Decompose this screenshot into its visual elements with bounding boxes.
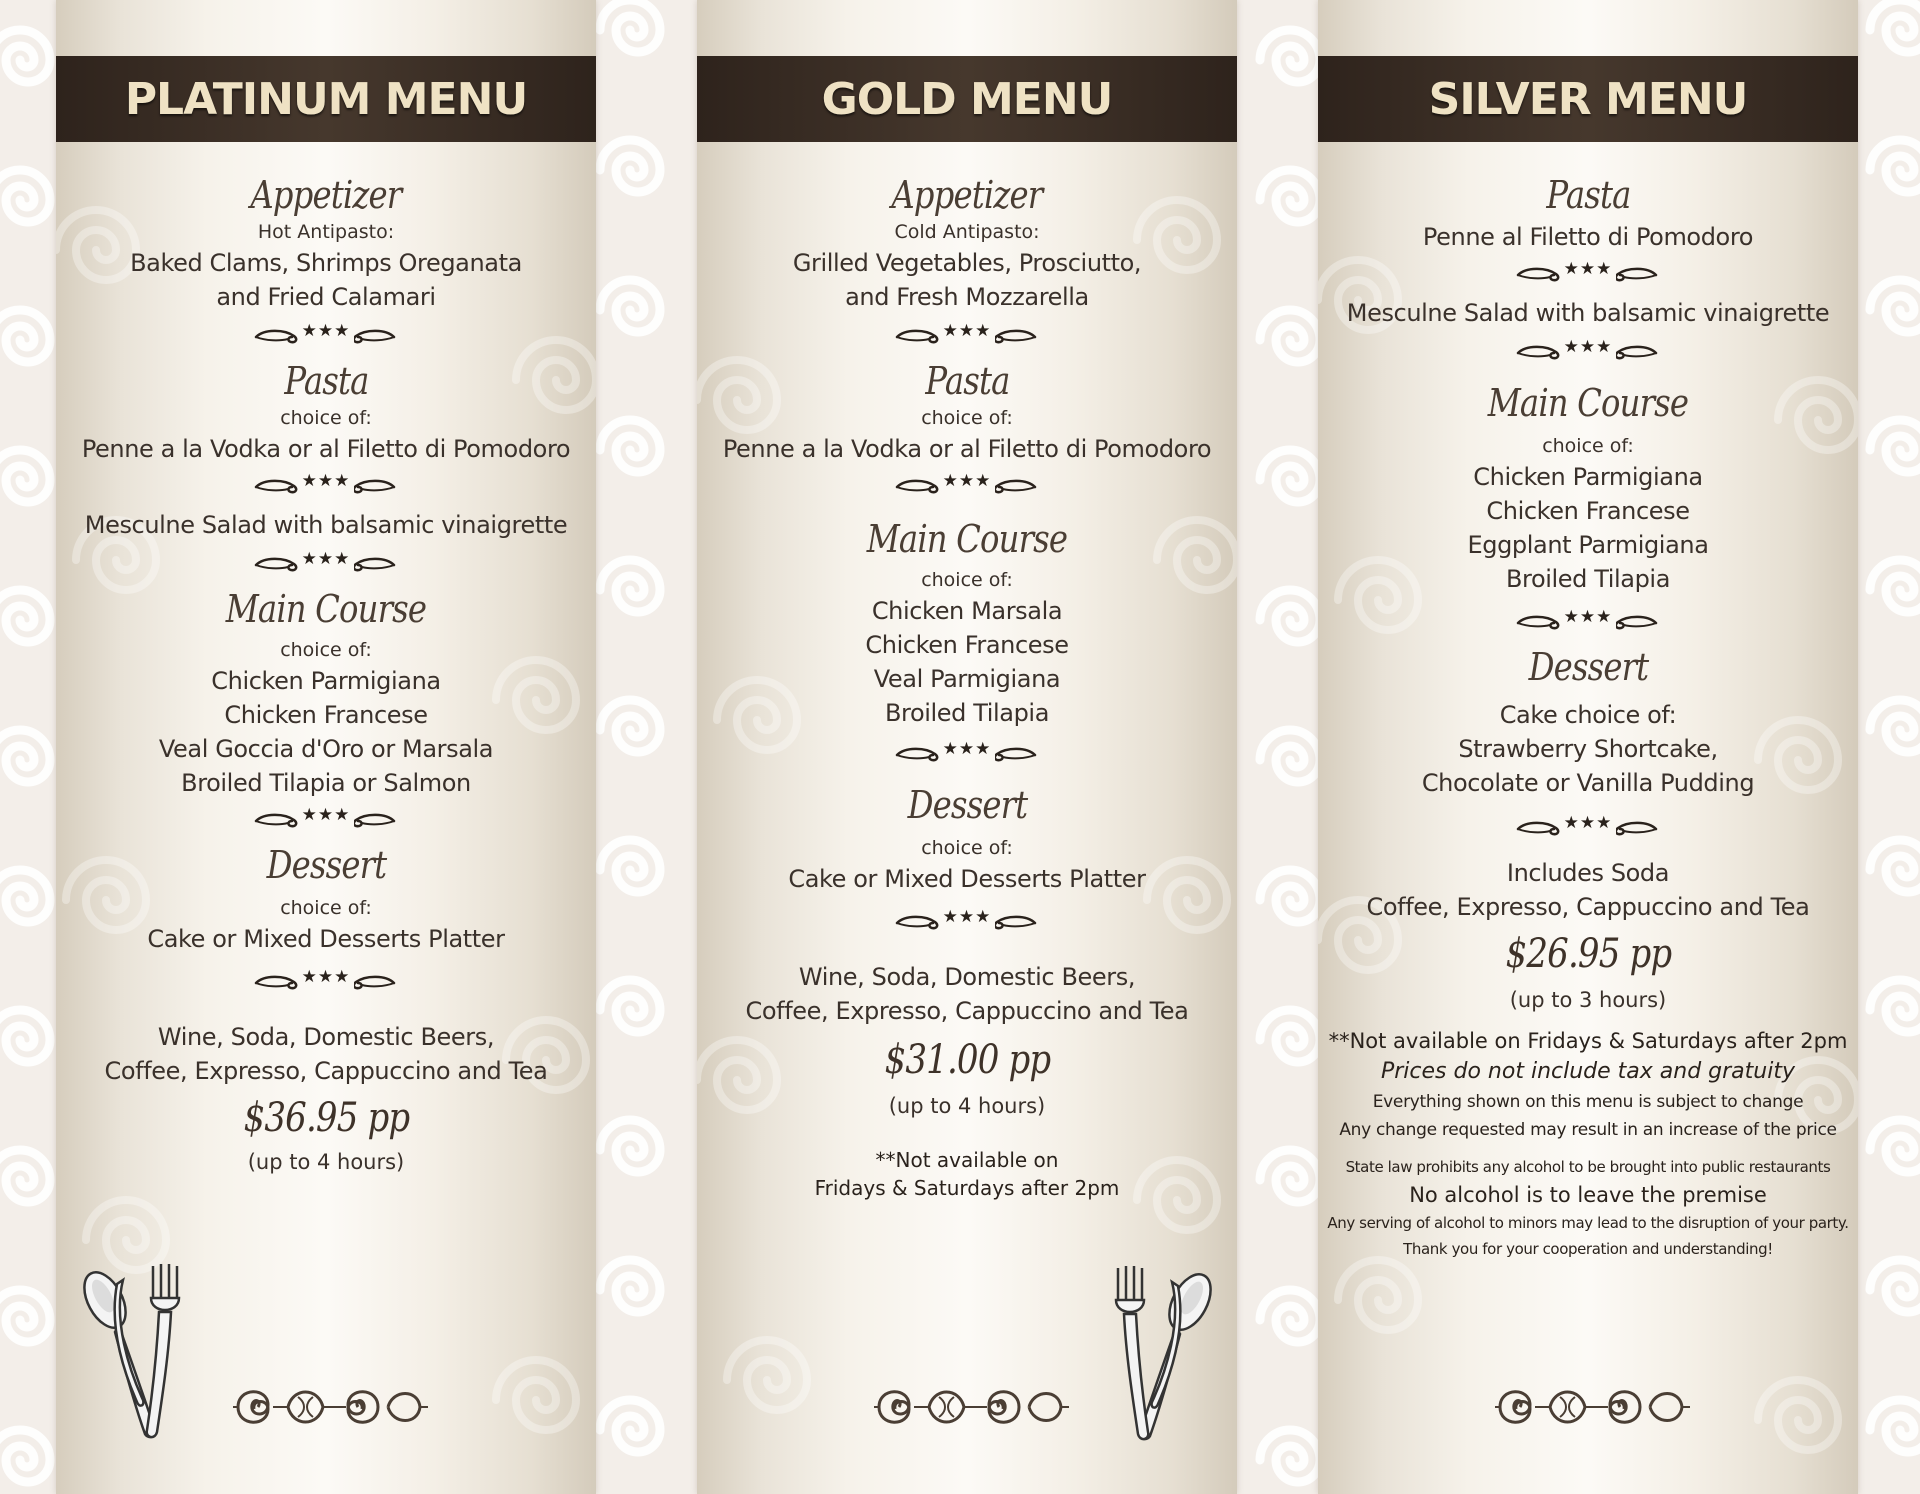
star-divider [254, 322, 399, 352]
curl-right-icon [995, 745, 1039, 765]
panel-header [56, 56, 596, 142]
main-choice-label: choice of: [280, 639, 372, 661]
gold-menu-panel [697, 0, 1237, 1494]
scroll-ornament-icon [869, 1375, 1069, 1439]
star-divider [895, 740, 1040, 770]
curl-left-icon [895, 477, 939, 497]
curl-right-icon [1616, 819, 1660, 839]
divider-stars: ★★★ [301, 805, 351, 825]
platinum-menu-panel [56, 0, 596, 1494]
main-item: Chicken Francese [1486, 497, 1690, 525]
pasta-choice-label: choice of: [921, 407, 1013, 429]
divider-stars: ★★★ [942, 321, 992, 341]
dessert-choice-label: choice of: [921, 837, 1013, 859]
section-heading-main-course: Main Course [1487, 381, 1689, 425]
curl-right-icon [995, 913, 1039, 933]
section-heading-appetizer: Appetizer [250, 173, 402, 217]
curl-right-icon [995, 327, 1039, 347]
menu-duration: (up to 3 hours) [1509, 988, 1667, 1012]
menu-content [1318, 172, 1858, 1262]
star-divider [1516, 608, 1661, 638]
main-item: Chicken Parmigiana [211, 667, 441, 695]
star-divider [254, 968, 399, 998]
appetizer-subheading: Cold Antipasto: [894, 221, 1040, 243]
dessert-item: Cake or Mixed Desserts Platter [147, 925, 505, 953]
pasta-item: Penne al Filetto di Pomodoro [1422, 223, 1754, 251]
divider-stars: ★★★ [942, 471, 992, 491]
star-divider [1516, 338, 1661, 368]
pasta-item: Penne a la Vodka or al Filetto di Pomodoro [81, 435, 571, 463]
appetizer-item: and Fried Calamari [216, 283, 436, 311]
dessert-item: Chocolate or Vanilla Pudding [1421, 769, 1755, 797]
section-heading-pasta: Pasta [924, 359, 1010, 403]
divider-stars: ★★★ [942, 739, 992, 759]
star-divider [1516, 260, 1661, 290]
star-divider [254, 806, 399, 836]
section-heading-dessert: Dessert [266, 843, 386, 887]
drinks-line: Coffee, Expresso, Cappuccino and Tea [745, 997, 1189, 1025]
availability-note: **Not available on Fridays & Saturdays after 2pm [1328, 1029, 1848, 1053]
alcohol-minors-note: Any serving of alcohol to minors may lead to the disruption of your party. [1327, 1214, 1849, 1232]
star-divider [254, 472, 399, 502]
dessert-item: Cake choice of: [1499, 701, 1677, 729]
change-note: Everything shown on this menu is subject to change [1372, 1092, 1804, 1112]
menu-content [697, 172, 1237, 1202]
star-divider [895, 322, 1040, 352]
divider-stars: ★★★ [942, 907, 992, 927]
thanks-note: Thank you for your cooperation and understanding! [1403, 1240, 1773, 1258]
curl-right-icon [354, 327, 398, 347]
curl-left-icon [1516, 343, 1560, 363]
main-item: Chicken Parmigiana [1473, 463, 1703, 491]
curl-right-icon [1616, 265, 1660, 285]
divider-stars: ★★★ [301, 321, 351, 341]
drinks-line: Coffee, Expresso, Cappuccino and Tea [1366, 893, 1810, 921]
dessert-item: Strawberry Shortcake, [1458, 735, 1718, 763]
drinks-line: Coffee, Expresso, Cappuccino and Tea [104, 1057, 548, 1085]
divider-stars: ★★★ [1563, 337, 1613, 357]
change-note: Any change requested may result in an increase of the price [1339, 1120, 1837, 1140]
dessert-choice-label: choice of: [280, 897, 372, 919]
menu-title: PLATINUM MENU [124, 73, 528, 125]
curl-right-icon [1616, 343, 1660, 363]
curl-left-icon [1516, 613, 1560, 633]
salad-item: Mesculne Salad with balsamic vinaigrette [84, 511, 568, 539]
curl-left-icon [254, 477, 298, 497]
main-item: Chicken Francese [224, 701, 428, 729]
menu-content [56, 172, 596, 1176]
cutlery-icon [78, 1260, 188, 1444]
curl-left-icon [254, 811, 298, 831]
main-item: Chicken Marsala [871, 597, 1063, 625]
curl-left-icon [1516, 819, 1560, 839]
menu-duration: (up to 4 hours) [888, 1094, 1046, 1118]
panel-header [697, 56, 1237, 142]
scroll-ornament-icon [228, 1375, 428, 1439]
salad-item: Mesculne Salad with balsamic vinaigrette [1346, 299, 1830, 327]
tax-note: Prices do not include tax and gratuity [1381, 1059, 1795, 1084]
divider-stars: ★★★ [301, 967, 351, 987]
divider-stars: ★★★ [1563, 259, 1613, 279]
main-item: Chicken Francese [865, 631, 1069, 659]
main-item: Broiled Tilapia [1505, 565, 1671, 593]
curl-right-icon [354, 555, 398, 575]
drinks-line: Includes Soda [1506, 859, 1670, 887]
availability-note: **Not available on [875, 1148, 1059, 1172]
curl-left-icon [895, 745, 939, 765]
menu-price: $26.95 pp [1505, 931, 1671, 977]
pasta-item: Penne a la Vodka or al Filetto di Pomodoro [722, 435, 1212, 463]
appetizer-item: Baked Clams, Shrimps Oreganata [130, 249, 522, 277]
curl-right-icon [354, 973, 398, 993]
scroll-ornament-icon [1490, 1375, 1690, 1439]
divider-stars: ★★★ [1563, 813, 1613, 833]
appetizer-subheading: Hot Antipasto: [257, 221, 395, 243]
section-heading-dessert: Dessert [907, 783, 1027, 827]
main-item: Veal Parmigiana [873, 665, 1061, 693]
star-divider [895, 472, 1040, 502]
curl-left-icon [1516, 265, 1560, 285]
main-choice-label: choice of: [921, 569, 1013, 591]
curl-left-icon [254, 973, 298, 993]
star-divider [254, 550, 399, 580]
section-heading-pasta: Pasta [1545, 173, 1631, 217]
curl-right-icon [354, 477, 398, 497]
curl-right-icon [354, 811, 398, 831]
menu-title: GOLD MENU [821, 73, 1113, 125]
menu-price: $36.95 pp [243, 1095, 409, 1141]
pasta-choice-label: choice of: [280, 407, 372, 429]
section-heading-main-course: Main Course [225, 587, 427, 631]
divider-stars: ★★★ [1563, 607, 1613, 627]
cutlery-icon [1107, 1262, 1217, 1446]
section-heading-appetizer: Appetizer [891, 173, 1043, 217]
section-heading-main-course: Main Course [866, 517, 1068, 561]
menu-title: SILVER MENU [1428, 73, 1748, 125]
section-heading-pasta: Pasta [283, 359, 369, 403]
main-item: Eggplant Parmigiana [1467, 531, 1709, 559]
panel-header [1318, 56, 1858, 142]
drinks-line: Wine, Soda, Domestic Beers, [157, 1023, 495, 1051]
curl-left-icon [254, 555, 298, 575]
curl-right-icon [1616, 613, 1660, 633]
menu-price: $31.00 pp [884, 1037, 1050, 1083]
curl-left-icon [895, 327, 939, 347]
curl-left-icon [254, 327, 298, 347]
menu-duration: (up to 4 hours) [247, 1150, 405, 1174]
alcohol-premise-note: No alcohol is to leave the premise [1409, 1183, 1767, 1207]
silver-menu-panel [1318, 0, 1858, 1494]
divider-stars: ★★★ [301, 549, 351, 569]
availability-note: Fridays & Saturdays after 2pm [814, 1176, 1120, 1200]
main-choice-label: choice of: [1542, 435, 1634, 457]
main-item: Veal Goccia d'Oro or Marsala [158, 735, 494, 763]
appetizer-item: Grilled Vegetables, Prosciutto, [792, 249, 1142, 277]
appetizer-item: and Fresh Mozzarella [845, 283, 1089, 311]
section-heading-dessert: Dessert [1528, 645, 1648, 689]
curl-left-icon [895, 913, 939, 933]
divider-stars: ★★★ [301, 471, 351, 491]
main-item: Broiled Tilapia or Salmon [181, 769, 471, 797]
star-divider [895, 908, 1040, 938]
alcohol-law-note: State law prohibits any alcohol to be brought into public restaurants [1345, 1158, 1831, 1176]
star-divider [1516, 814, 1661, 844]
drinks-line: Wine, Soda, Domestic Beers, [798, 963, 1136, 991]
main-item: Broiled Tilapia [884, 699, 1050, 727]
dessert-item: Cake or Mixed Desserts Platter [788, 865, 1146, 893]
curl-right-icon [995, 477, 1039, 497]
